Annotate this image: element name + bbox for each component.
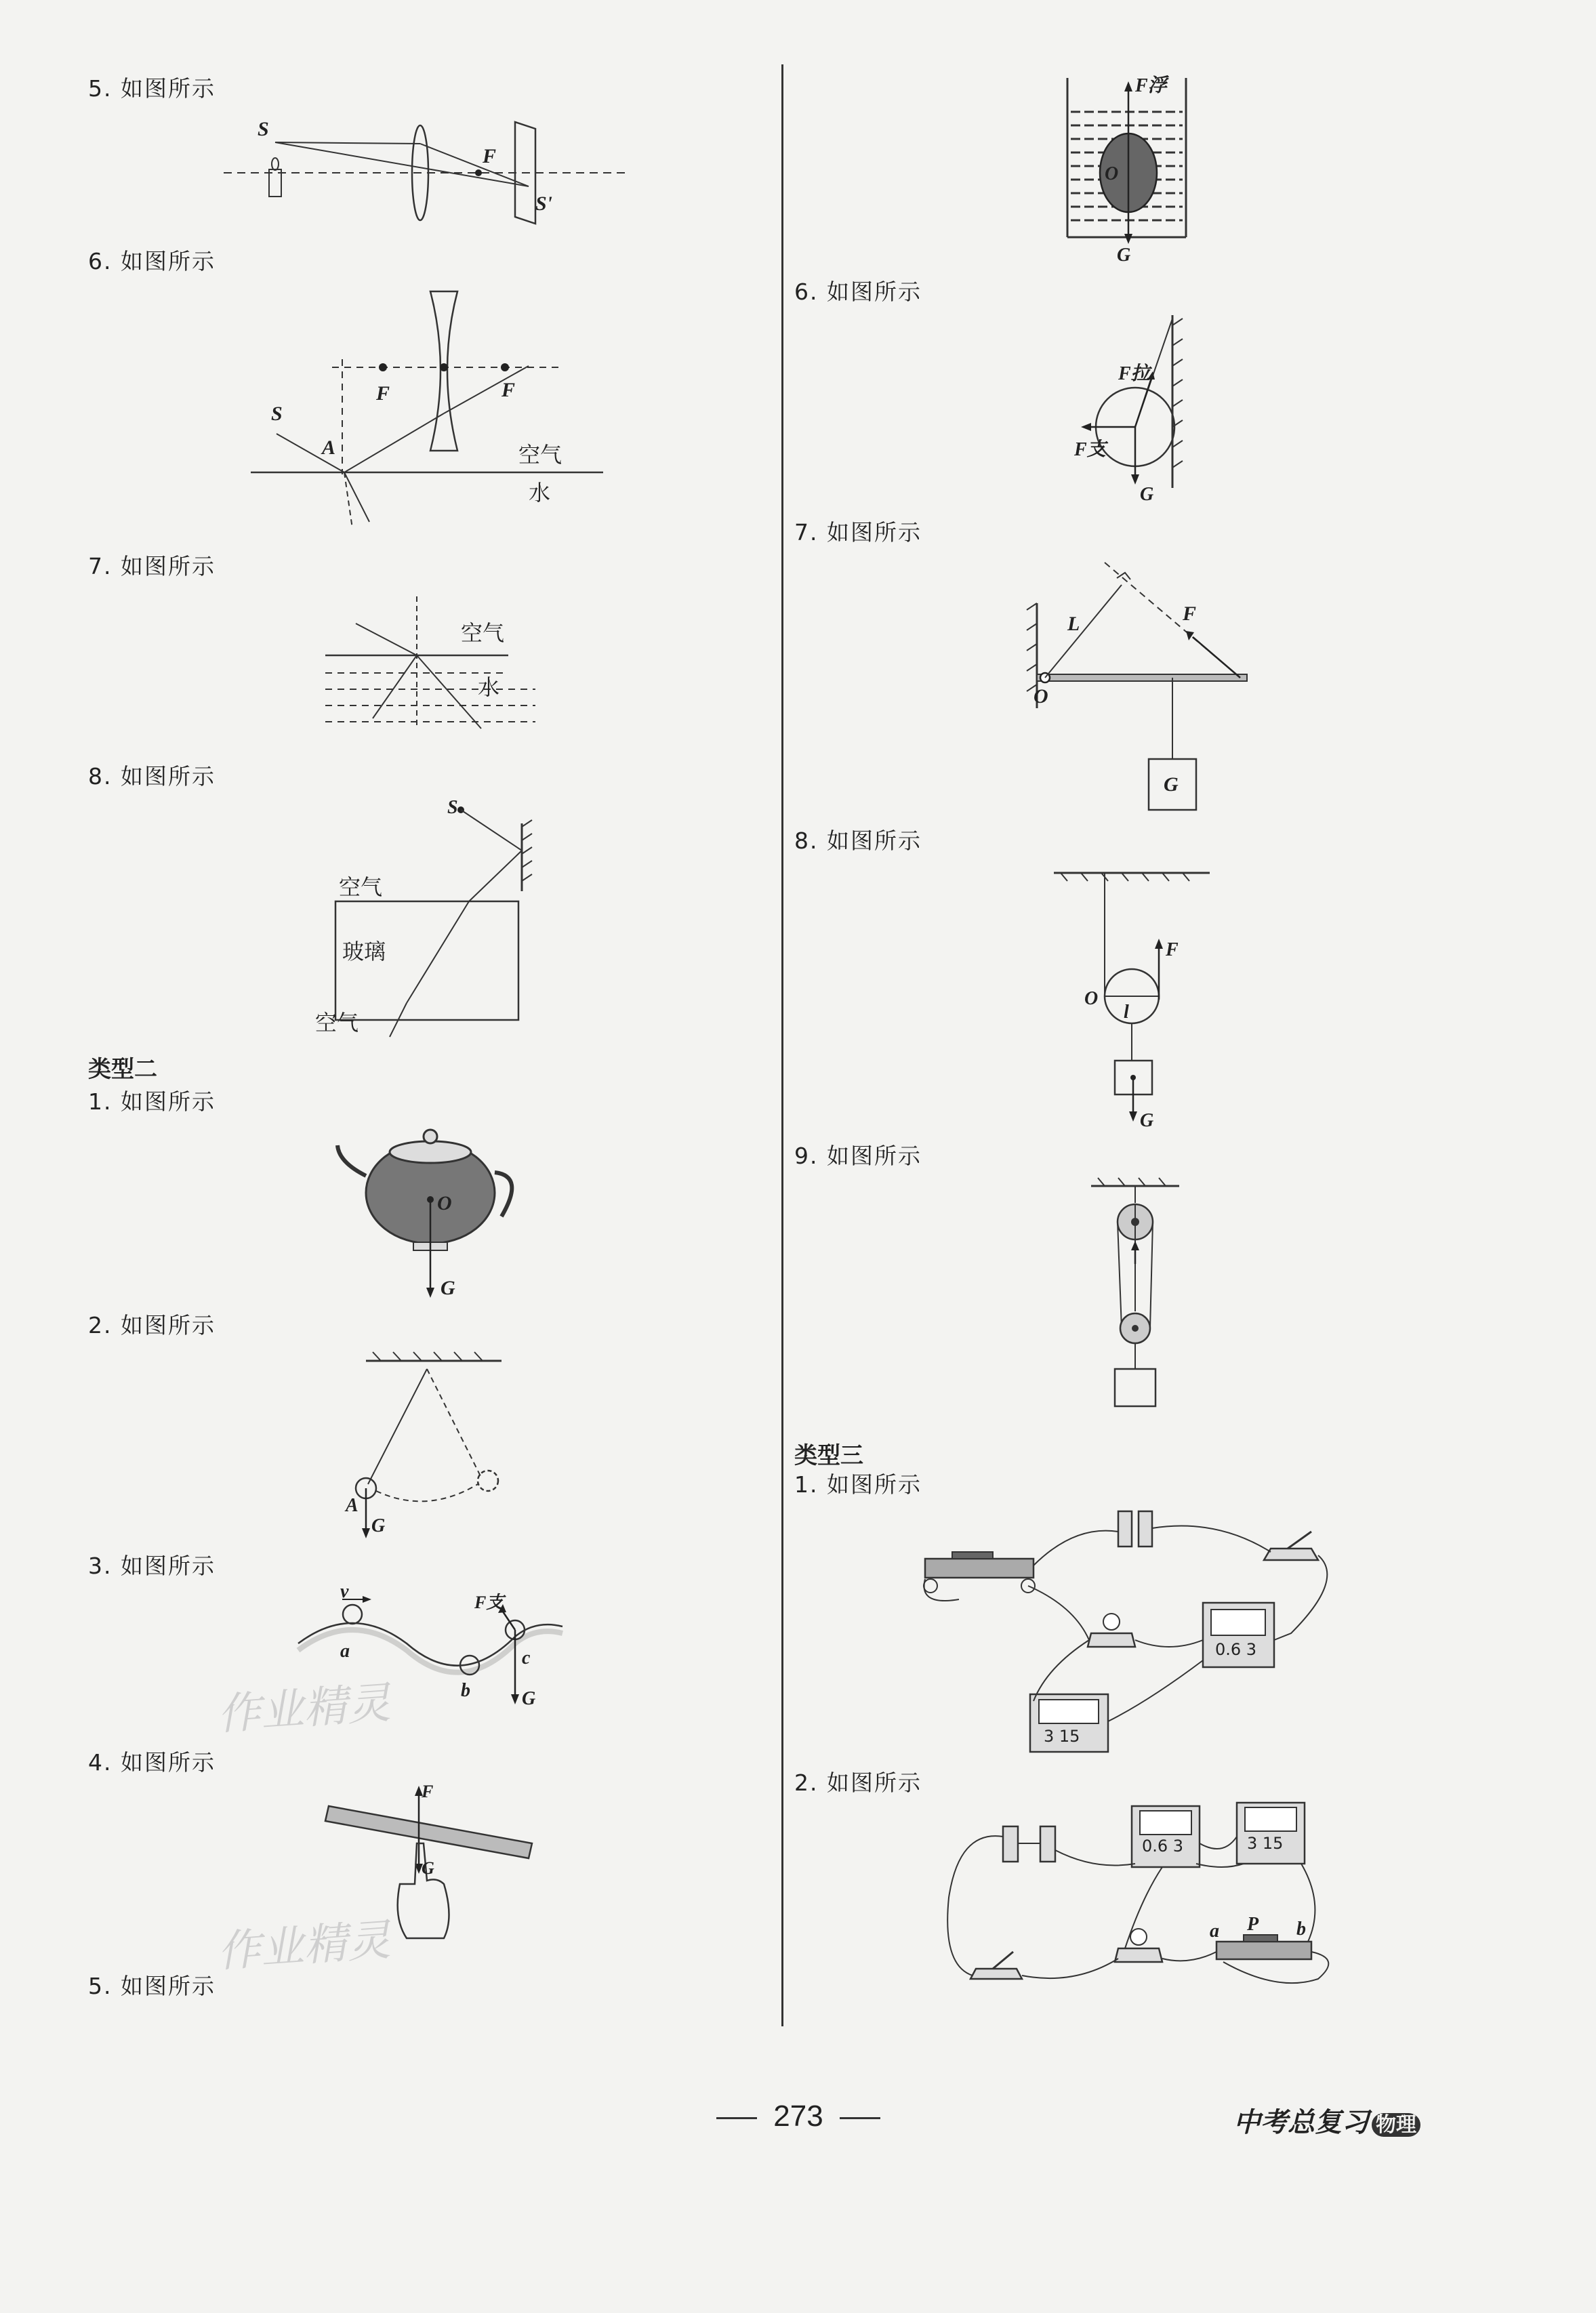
glass-block-diagram <box>298 793 542 1044</box>
item-right-8: 8. 如图所示 <box>794 827 922 854</box>
svg-text:F支: F支 <box>474 1593 504 1612</box>
item-type2-1: 1. 如图所示 <box>88 1088 216 1115</box>
item-left-6: 6. 如图所示 <box>88 248 216 274</box>
svg-text:A: A <box>322 436 336 459</box>
item-type2-5: 5. 如图所示 <box>88 1973 216 1999</box>
lever-diagram <box>1017 546 1261 817</box>
pulley-block-diagram <box>1088 1176 1183 1423</box>
svg-text:0.6 3: 0.6 3 <box>1142 1837 1184 1856</box>
item-right-9: 9. 如图所示 <box>794 1143 922 1169</box>
item-left-8: 8. 如图所示 <box>88 763 216 790</box>
svg-text:G: G <box>1140 1110 1154 1131</box>
svg-text:G: G <box>1117 245 1131 266</box>
section-heading-type3: 类型三 <box>794 1442 863 1469</box>
item-type2-3: 3. 如图所示 <box>88 1553 216 1579</box>
svg-text:S': S' <box>535 192 553 215</box>
svg-text:F浮: F浮 <box>1135 75 1167 96</box>
svg-text:3 15: 3 15 <box>1247 1834 1284 1853</box>
item-type2-2: 2. 如图所示 <box>88 1312 216 1338</box>
svg-text:a: a <box>340 1641 350 1662</box>
svg-text:玻璃: 玻璃 <box>342 939 386 964</box>
item-type2-4: 4. 如图所示 <box>88 1749 216 1776</box>
watermark-stamp-2: 作业精灵 <box>216 1915 392 1978</box>
svg-text:S: S <box>258 118 269 140</box>
svg-text:空气: 空气 <box>461 620 505 646</box>
svg-text:F: F <box>376 382 390 405</box>
svg-text:O: O <box>1105 163 1119 184</box>
svg-text:F: F <box>1166 939 1179 960</box>
pendulum-diagram <box>339 1349 515 1545</box>
pulley-diagram <box>1050 861 1220 1132</box>
svg-text:a: a <box>1210 1921 1219 1942</box>
svg-text:F: F <box>483 145 497 167</box>
item-left-7: 7. 如图所示 <box>88 553 216 579</box>
svg-text:F拉: F拉 <box>1118 363 1150 384</box>
item-type3-2: 2. 如图所示 <box>794 1769 922 1796</box>
svg-text:0.6 3: 0.6 3 <box>1215 1640 1257 1659</box>
svg-text:3 15: 3 15 <box>1044 1727 1080 1746</box>
item-right-6: 6. 如图所示 <box>794 279 922 305</box>
svg-text:F支: F支 <box>1074 439 1106 460</box>
water-refraction-diagram <box>325 593 556 735</box>
svg-text:S: S <box>447 797 458 818</box>
svg-text:P: P <box>1247 1914 1259 1935</box>
svg-text:G: G <box>422 1858 434 1878</box>
svg-text:O: O <box>1034 685 1048 708</box>
svg-text:O: O <box>437 1192 452 1214</box>
buoyancy-diagram <box>1057 71 1200 266</box>
svg-text:b: b <box>1296 1919 1306 1940</box>
svg-text:O: O <box>1084 988 1099 1009</box>
watermark-stamp-1: 作业精灵 <box>216 1678 392 1740</box>
svg-text:c: c <box>522 1647 531 1669</box>
column-divider <box>781 64 783 2026</box>
svg-text:空气: 空气 <box>518 442 562 468</box>
concave-lens-refraction-diagram <box>244 285 623 535</box>
circuit-diagram-2 <box>939 1796 1345 1999</box>
item-right-7: 7. 如图所示 <box>794 519 922 546</box>
svg-text:水: 水 <box>529 480 551 506</box>
circuit-diagram-1 <box>912 1498 1352 1755</box>
svg-text:S: S <box>271 403 283 425</box>
section-heading-type2: 类型二 <box>88 1056 157 1083</box>
svg-text:F: F <box>422 1782 434 1801</box>
ball-on-wall-diagram <box>1064 312 1200 508</box>
teapot-gravity-diagram <box>332 1122 522 1305</box>
lens-imaging-diagram <box>217 108 637 230</box>
item-left-5: 5. 如图所示 <box>88 75 216 102</box>
page-number: 273 <box>697 2100 900 2133</box>
book-brand: 中考总复习 物理 <box>1233 2101 1420 2140</box>
svg-text:L: L <box>1067 613 1080 635</box>
svg-text:G: G <box>371 1515 386 1536</box>
svg-text:G: G <box>1140 484 1154 505</box>
svg-text:G: G <box>522 1688 536 1709</box>
svg-text:F: F <box>1183 602 1197 625</box>
svg-text:b: b <box>461 1680 470 1701</box>
svg-text:G: G <box>441 1277 455 1299</box>
svg-text:水: 水 <box>478 674 500 700</box>
svg-text:空气: 空气 <box>339 874 383 900</box>
svg-text:v: v <box>340 1581 349 1602</box>
svg-text:G: G <box>1164 773 1179 796</box>
svg-text:空气: 空气 <box>315 1010 359 1036</box>
svg-text:F: F <box>502 379 516 401</box>
svg-text:l: l <box>1124 1002 1129 1023</box>
svg-text:A: A <box>346 1495 359 1516</box>
item-type3-1: 1. 如图所示 <box>794 1471 922 1498</box>
